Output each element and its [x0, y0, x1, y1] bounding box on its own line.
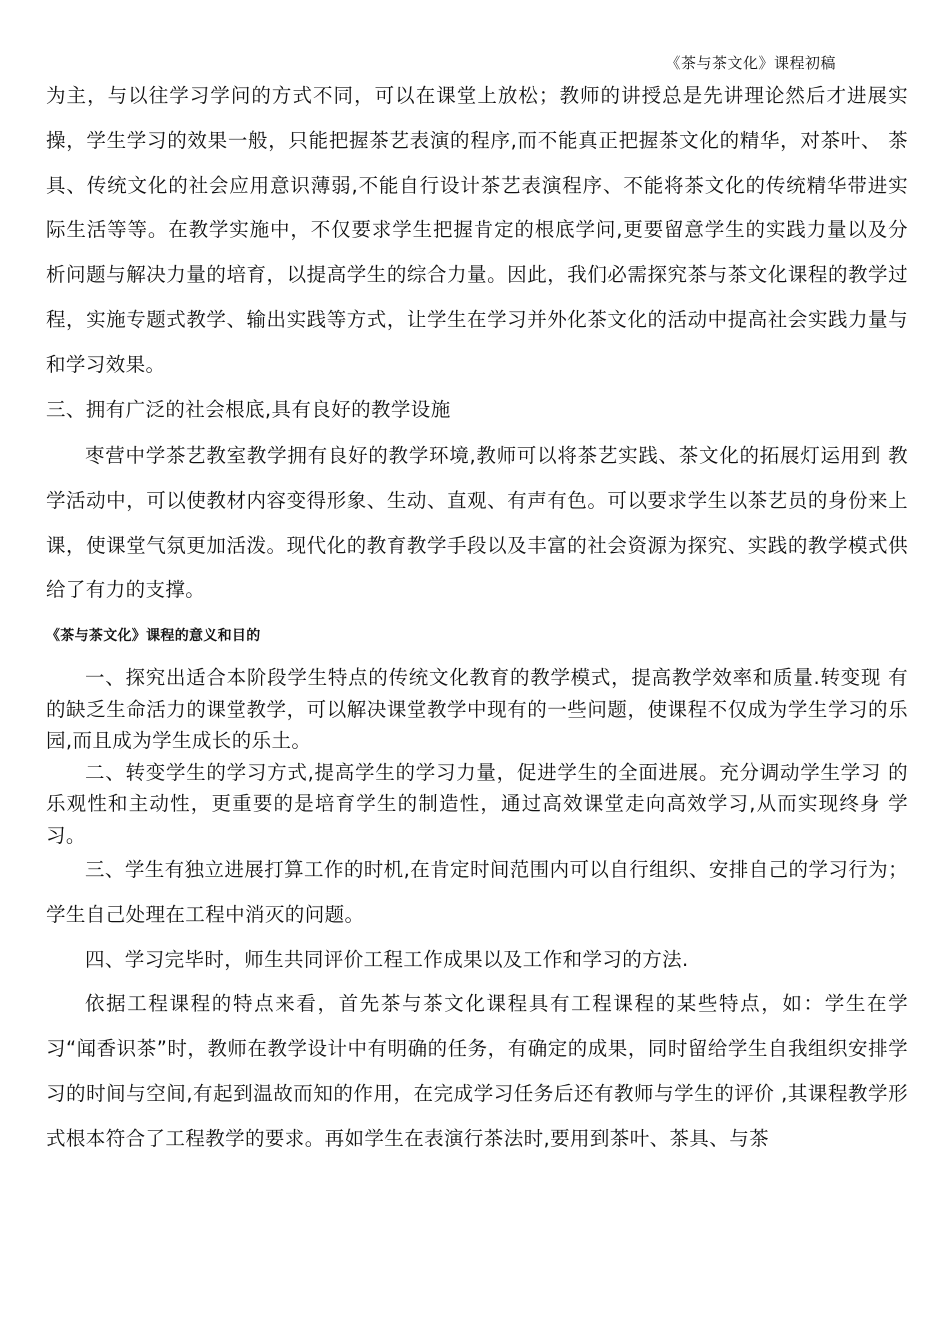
page-header: 《茶与茶文化》课程初稿	[665, 54, 836, 72]
subtitle-course-purpose: 《茶与茶文化》课程的意义和目的	[46, 628, 261, 644]
section-course-purpose	[46, 662, 908, 851]
paragraph: 依据工程课程的特点来看，首先茶与茶文化课程具有工程课程的某些特点，如：学生在学习“闻香识茶”时，教师在教学设计中有明确的任务，有确定的成果，同时留给学生自我组织安排学习的时间与空间,有起到温故而知的作用，在完成学习任务后还有教师与学生的评价 ,其课程教学形式根本符合了工程教学的要求。再如学生在表演行茶法时,要用到茶叶、茶具、与茶	[46, 992, 908, 1150]
section-project-course	[46, 848, 908, 1162]
list-item: 二、转变学生的学习方式,提高学生的学习力量，促进学生的全面进展。充分调动学生学习 的乐观性和主动性，更重要的是培育学生的制造性，通过高效课堂走向高效学习,从而实现终身 学习。	[46, 760, 908, 847]
section-heading: 三、拥有广泛的社会根底,具有良好的教学设施	[46, 398, 451, 421]
paragraph: 枣营中学茶艺教室教学拥有良好的教学环境,教师可以将茶艺实践、茶文化的拓展灯运用到 教学活动中，可以使教材内容变得形象、生动、直观、有声有色。可以要求学生以茶艺员的身份来上课，使课堂气氛更加活泼。现代化的教育教学手段以及丰富的社会资源为探究、实践的教学模式供给了有力的支撑。	[46, 444, 908, 602]
list-item: 三、学生有独立进展打算工作的时机,在肯定时间范围内可以自行组织、安排自己的学习行为；学生自己处理在工程中消灭的问题。	[46, 858, 908, 926]
list-item: 四、学习完毕时，师生共同评价工程工作成果以及工作和学习的方法.	[85, 947, 689, 971]
section-facilities	[46, 434, 908, 613]
section-teaching-problems	[46, 74, 908, 388]
section-heading-facilities	[46, 388, 908, 433]
list-item: 一、探究出适合本阶段学生特点的传统文化教育的教学模式，提高教学效率和质量.转变现 有的缺乏生命活力的课堂教学，可以解决课堂教学中现有的一些问题，使课程不仅成为学生学习的乐园,而且成为学生成长的乐土。	[46, 666, 908, 752]
paragraph: 为主，与以往学习学问的方式不同，可以在课堂上放松；教师的讲授总是先讲理论然后才进展实操，学生学习的效果一般，只能把握茶艺表演的程序,而不能真正把握茶文化的精华，对茶叶、 茶具、传统文化的社会应用意识薄弱,不能自行设计茶艺表演程序、不能将茶文化的传统精华带进实际生活等等。在教学实施中，不仅要求学生把握肯定的根底学问,更要留意学生的实践力量以及分析问题与解决力量的培育，以提高学生的综合力量。因此，我们必需探究茶与茶文化课程的教学过程，实施专题式教学、输出实践等方式，让学生在学习并外化茶文化的活动中提高社会实践力量与和学习效果。	[46, 84, 908, 376]
